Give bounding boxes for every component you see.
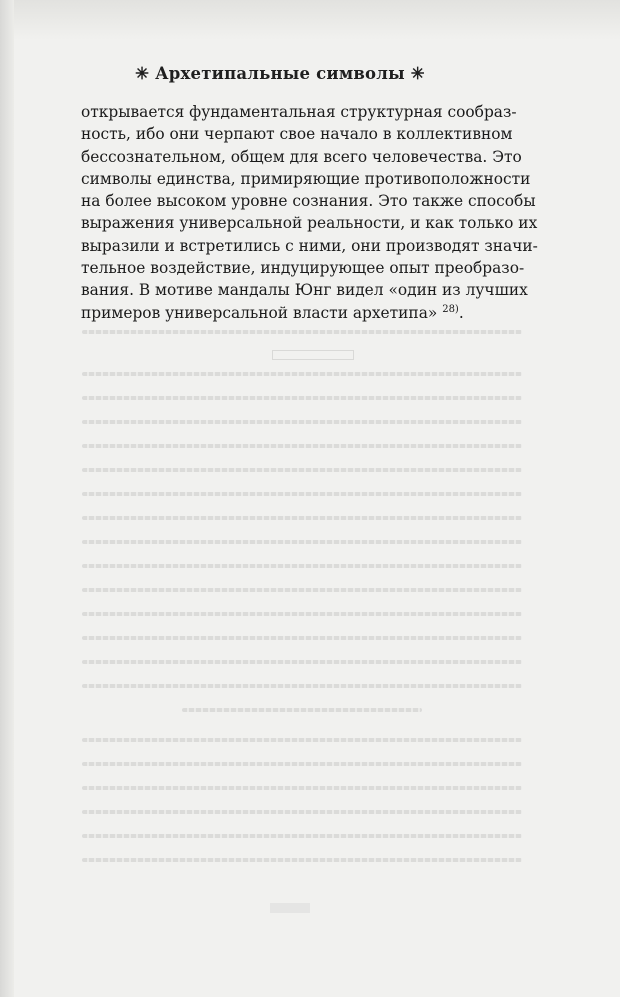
text-line: символы единства, примиряющие противоположности [81, 169, 531, 188]
page-top-shade [14, 0, 620, 40]
page-gutter-shadow [0, 0, 14, 997]
text-line: вания. В мотиве мандалы Юнг видел «один из лучших [81, 281, 528, 300]
text-line: выразили и встретились с ними, они производят значи- [81, 236, 538, 255]
text-line: тельное воздействие, индуцирующее опыт преобразо- [81, 259, 525, 278]
running-head: ✳ Архетипальные символы ✳ [135, 64, 425, 83]
text-line: бессознательном, общем для всего человечества. Это [81, 147, 522, 166]
footnote-reference: 28) [442, 303, 459, 315]
text-line-last [81, 302, 502, 324]
sentence-end: . [458, 303, 464, 322]
text-line: выражения универсальной реальности, и как только их [81, 214, 538, 233]
bleed-through-text [82, 322, 522, 882]
text-line-content: примеров универсальной власти архетипа» [81, 303, 438, 322]
text-line: открывается фундаментальная структурная сообраз- [81, 103, 517, 121]
body-text [81, 101, 538, 324]
text-line: на более высоком уровне сознания. Это также способы [81, 192, 536, 211]
ghost-page-number [270, 903, 310, 913]
text-line: ность, ибо они черпают свое начало в коллективном [81, 125, 513, 144]
